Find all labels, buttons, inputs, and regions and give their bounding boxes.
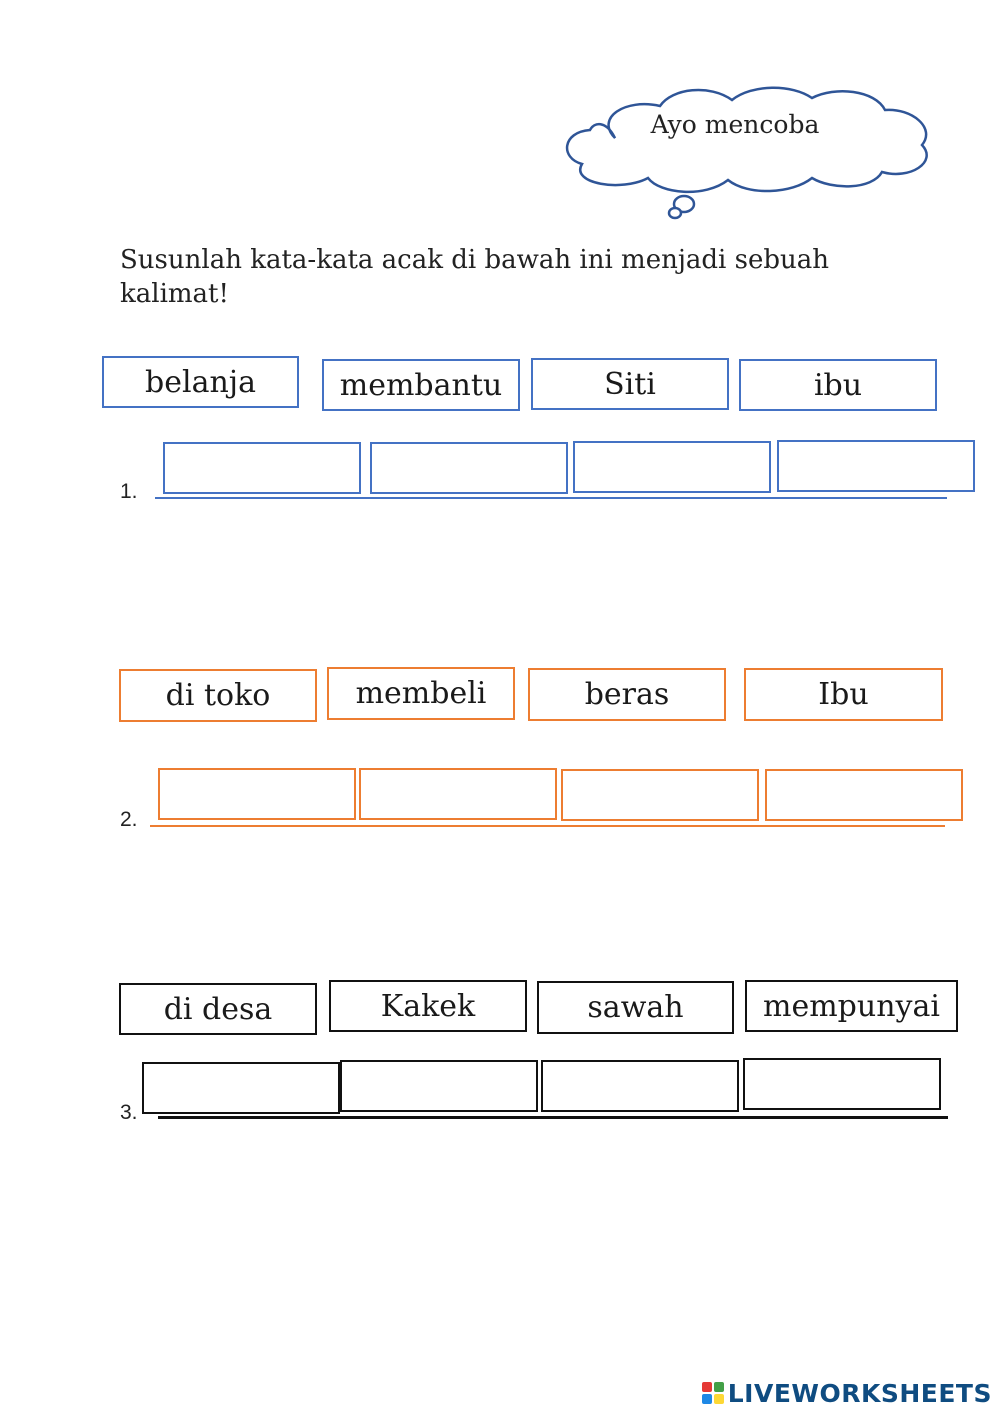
- word-tile[interactable]: membeli: [327, 667, 515, 720]
- answer-drop-slot[interactable]: [158, 768, 356, 820]
- word-tile[interactable]: membantu: [322, 359, 520, 411]
- instruction-text: Susunlah kata-kata acak di bawah ini menjadi sebuah kalimat!: [120, 245, 829, 309]
- brand-name: LIVEWORKSHEETS: [727, 1378, 992, 1408]
- word-tile[interactable]: belanja: [102, 356, 299, 408]
- callout-text: Ayo mencoba: [650, 110, 820, 139]
- answer-drop-slot[interactable]: [163, 442, 361, 494]
- answer-drop-slot[interactable]: [573, 441, 771, 493]
- answer-underline: [158, 1116, 948, 1119]
- logo-square: [714, 1382, 724, 1392]
- word-tile[interactable]: di desa: [119, 983, 317, 1035]
- answer-drop-slot[interactable]: [541, 1060, 739, 1112]
- answer-drop-slot[interactable]: [370, 442, 568, 494]
- logo-square: [702, 1394, 712, 1404]
- logo-square: [702, 1382, 712, 1392]
- answer-drop-slot[interactable]: [561, 769, 759, 821]
- exercise-number: 1.: [120, 480, 138, 503]
- word-tile[interactable]: Ibu: [744, 668, 943, 721]
- word-tile[interactable]: ibu: [739, 359, 937, 411]
- answer-drop-slot[interactable]: [359, 768, 557, 820]
- word-tile[interactable]: Kakek: [329, 980, 527, 1032]
- exercise-number: 2.: [120, 808, 138, 831]
- answer-underline: [155, 497, 947, 499]
- logo-square: [714, 1394, 724, 1404]
- liveworksheets-logo-icon: [702, 1382, 724, 1404]
- word-tile[interactable]: sawah: [537, 981, 734, 1034]
- answer-underline: [150, 825, 945, 827]
- answer-drop-slot[interactable]: [142, 1062, 340, 1114]
- thought-cloud-icon: [560, 80, 940, 225]
- exercise-number: 3.: [120, 1101, 138, 1124]
- footer-brand: [702, 1376, 992, 1410]
- answer-drop-slot[interactable]: [340, 1060, 538, 1112]
- answer-drop-slot[interactable]: [743, 1058, 941, 1110]
- word-tile[interactable]: beras: [528, 668, 726, 721]
- answer-drop-slot[interactable]: [777, 440, 975, 492]
- word-tile[interactable]: Siti: [531, 358, 729, 410]
- word-tile[interactable]: mempunyai: [745, 980, 958, 1032]
- answer-drop-slot[interactable]: [765, 769, 963, 821]
- word-tile[interactable]: di toko: [119, 669, 317, 722]
